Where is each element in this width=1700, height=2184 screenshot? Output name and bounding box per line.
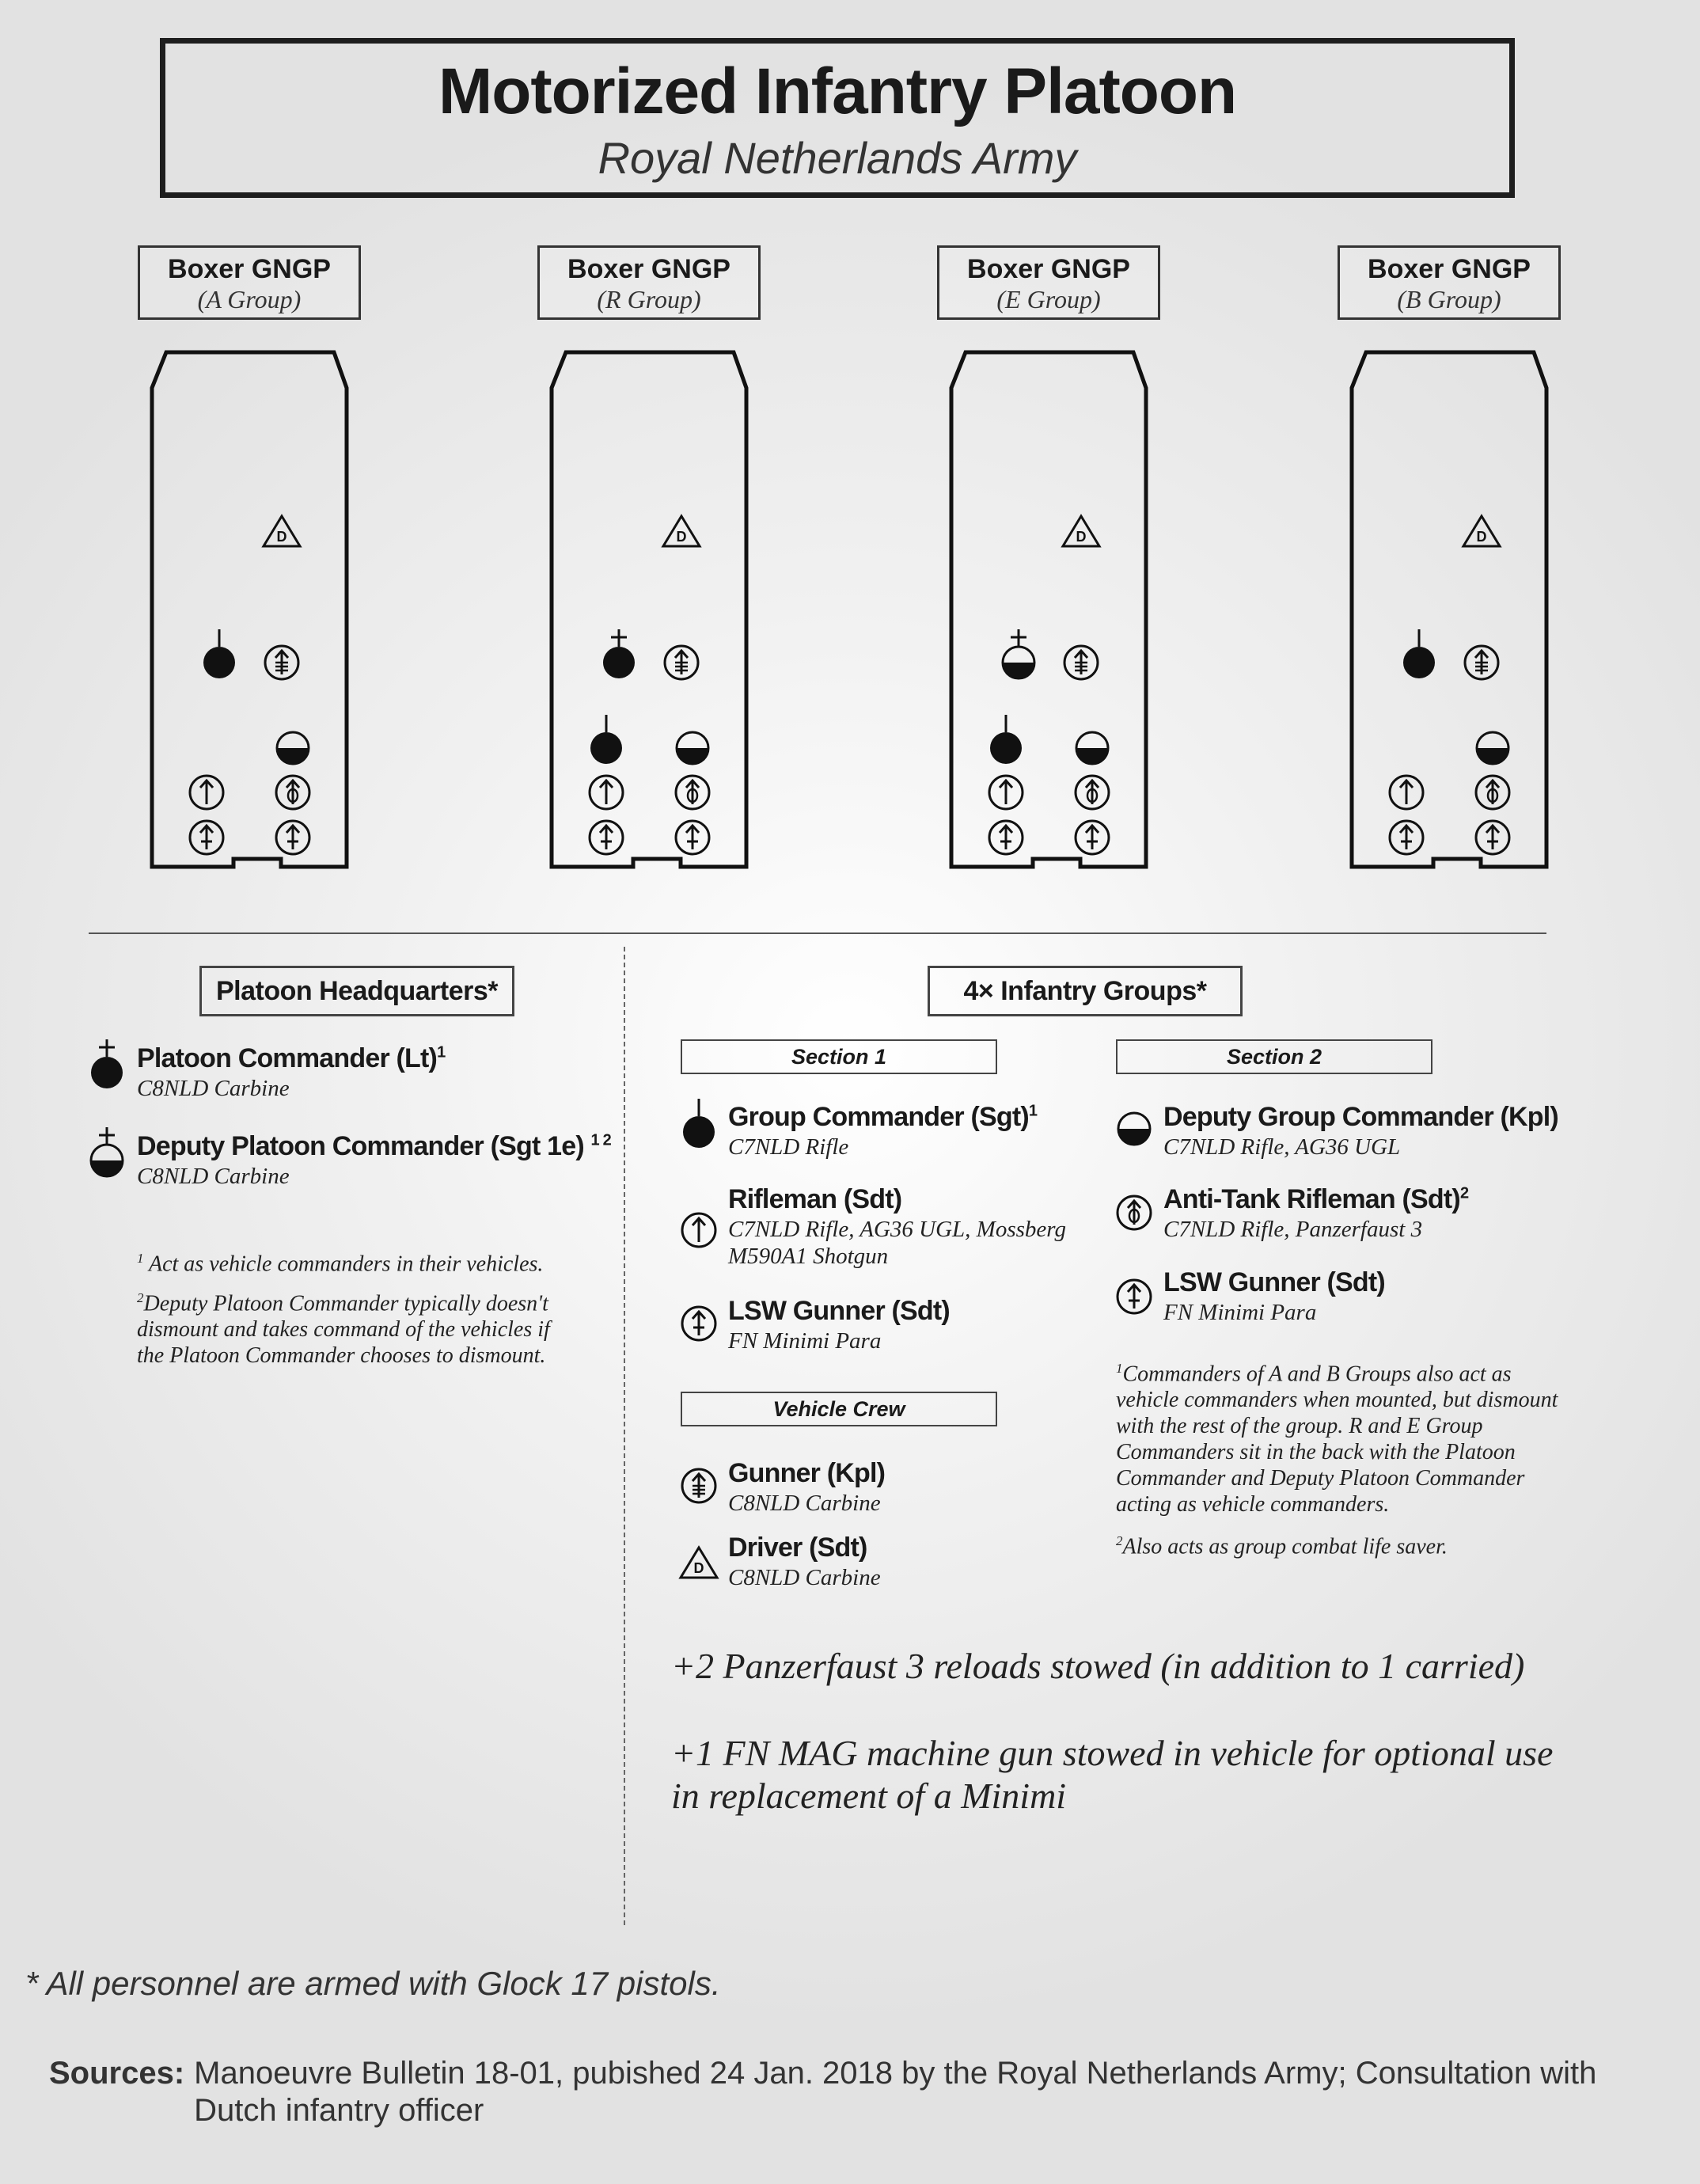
hq-note-1 — [137, 1245, 580, 1277]
vehicle-label-e — [937, 245, 1160, 320]
vehicle-crew-label: Vehicle Crew — [681, 1392, 997, 1426]
deputy-platoon-commander-icon — [85, 1121, 130, 1181]
role-armament: C8NLD Carbine — [137, 1076, 290, 1101]
role-sup: 1 2 — [590, 1131, 611, 1149]
vehicle-label-r — [537, 245, 761, 320]
vehicle-outline — [1352, 352, 1546, 867]
vehicle-label-b — [1338, 245, 1561, 320]
vehicle-e — [951, 352, 1146, 867]
lsw-gunner-icon — [677, 1302, 722, 1346]
vehicle-outline — [951, 352, 1146, 867]
section-1-label: Section 1 — [681, 1039, 997, 1074]
role-name: Gunner (Kpl) — [728, 1458, 886, 1488]
driver-icon — [1463, 516, 1500, 546]
deputy-platoon-commander-icon — [1003, 629, 1034, 678]
note-sup: 1 — [137, 1251, 144, 1266]
driver-glyph: D — [1076, 529, 1087, 545]
role-sup: 1 — [437, 1043, 446, 1062]
vehicle-group: (R Group) — [597, 285, 701, 313]
lsw-gunner-icon — [276, 821, 309, 854]
role-name: Rifleman (Sdt) — [728, 1184, 902, 1214]
group-commander-icon — [590, 715, 622, 764]
anti-tank-rifleman-icon — [1476, 776, 1509, 809]
lsw-gunner-icon — [676, 821, 709, 854]
vehicle-outline — [152, 352, 347, 867]
section-2-label: Section 2 — [1116, 1039, 1432, 1074]
role-deputy-group-commander — [1163, 1102, 1558, 1133]
role-name: Deputy Group Commander (Kpl) — [1163, 1102, 1558, 1132]
role-deputy-platoon-commander — [137, 1131, 611, 1162]
role-armament: C7NLD Rifle, Panzerfaust 3 — [1163, 1217, 1423, 1242]
lsw-gunner-icon — [1113, 1275, 1157, 1320]
vehicle-b — [1352, 352, 1546, 867]
anti-tank-rifleman-icon — [1076, 776, 1109, 809]
driver-glyph: D — [1476, 529, 1487, 545]
driver-icon — [264, 516, 300, 546]
note-text: Commanders of A and B Groups also act as vehicle commanders when mounted, but dismount with the rest of the group. R and E Group Commanders sit in the back with the Platoon Commander and Deputy Platoon Commander acting as vehicle commanders. — [1116, 1362, 1558, 1517]
gunner-icon — [665, 646, 698, 679]
pistol-footnote: * All personnel are armed with Glock 17 pistols. — [25, 1965, 721, 2002]
groups-note-1 — [1116, 1355, 1559, 1517]
role-armament: FN Minimi Para — [1163, 1300, 1317, 1325]
gunner-icon — [677, 1464, 722, 1509]
group-commander-icon — [203, 629, 235, 678]
group-commander-icon — [1403, 629, 1435, 678]
gunner-icon — [265, 646, 298, 679]
note-sup: 2 — [137, 1290, 144, 1305]
rifleman-icon — [989, 776, 1023, 809]
driver-glyph: D — [276, 529, 287, 545]
anti-tank-rifleman-icon — [676, 776, 709, 809]
vehicle-a — [152, 352, 347, 867]
role-name: Platoon Commander (Lt) — [137, 1043, 438, 1073]
lsw-gunner-icon — [1476, 821, 1509, 854]
vehicle-r — [552, 352, 746, 867]
driver-icon — [677, 1540, 722, 1584]
vehicle-name: Boxer GNGP — [168, 254, 331, 284]
role-armament: C7NLD Rifle, AG36 UGL, Mossberg M590A1 Shotgun — [728, 1217, 1066, 1269]
role-armament: C8NLD Carbine — [728, 1565, 881, 1590]
rifleman-icon — [190, 776, 223, 809]
role-armament: C7NLD Rifle — [728, 1134, 849, 1160]
vehicle-diagrams — [0, 340, 1700, 879]
lsw-gunner-icon — [1076, 821, 1109, 854]
horizontal-divider — [89, 932, 1546, 934]
group-commander-icon — [990, 715, 1022, 764]
role-anti-tank-rifleman — [1163, 1184, 1468, 1215]
rifleman-icon — [590, 776, 623, 809]
hq-heading: Platoon Headquarters* — [199, 966, 514, 1016]
page-title: Motorized Infantry Platoon — [438, 55, 1237, 127]
page-subtitle: Royal Netherlands Army — [598, 133, 1077, 183]
vehicle-label-a — [138, 245, 361, 320]
driver-icon — [1063, 516, 1099, 546]
platoon-commander-icon — [85, 1033, 130, 1093]
vehicle-outline — [552, 352, 746, 867]
role-lsw-gunner — [1163, 1267, 1385, 1298]
sources-label: Sources: — [49, 2056, 185, 2091]
vehicle-name: Boxer GNGP — [967, 254, 1130, 284]
note-text: Act as vehicle commanders in their vehicles. — [149, 1252, 544, 1277]
vehicle-group: (E Group) — [996, 285, 1101, 313]
role-name: Anti-Tank Rifleman (Sdt) — [1163, 1184, 1460, 1214]
role-armament: C8NLD Carbine — [728, 1491, 881, 1516]
lsw-gunner-icon — [1390, 821, 1423, 854]
deputy-group-commander-icon — [277, 732, 309, 764]
driver-icon — [663, 516, 700, 546]
group-commander-icon — [677, 1092, 722, 1153]
groups-note-2 — [1116, 1528, 1559, 1559]
vertical-divider — [624, 947, 625, 1925]
sources — [49, 2055, 1664, 2129]
vehicle-name: Boxer GNGP — [567, 254, 730, 284]
lsw-gunner-icon — [190, 821, 223, 854]
anti-tank-rifleman-icon — [1113, 1191, 1157, 1236]
gunner-icon — [1465, 646, 1498, 679]
role-sup: 1 — [1028, 1102, 1038, 1120]
note-text: Deputy Platoon Commander typically doesn't dismount and takes command of the vehicles if the Platoon Commander chooses to dismount. — [137, 1291, 550, 1369]
rifleman-icon — [1390, 776, 1423, 809]
role-name: LSW Gunner (Sdt) — [1163, 1267, 1385, 1297]
note-sup: 1 — [1116, 1361, 1123, 1376]
lsw-gunner-icon — [590, 821, 623, 854]
rifleman-icon — [677, 1209, 722, 1253]
anti-tank-rifleman-icon — [276, 776, 309, 809]
role-armament: C7NLD Rifle, AG36 UGL — [1163, 1134, 1401, 1160]
groups-heading: 4× Infantry Groups* — [928, 966, 1243, 1016]
role-armament: FN Minimi Para — [728, 1328, 882, 1354]
note-text: Also acts as group combat life saver. — [1122, 1534, 1448, 1559]
deputy-group-commander-icon — [1477, 732, 1508, 764]
role-name: Group Commander (Sgt) — [728, 1102, 1029, 1132]
sources-text: Manoeuvre Bulletin 18-01, pubished 24 Jan. 2018 by the Royal Netherlands Army; Consultation with Dutch infantry officer — [194, 2056, 1597, 2128]
vehicle-group: (B Group) — [1397, 285, 1501, 313]
role-name: Driver (Sdt) — [728, 1533, 867, 1563]
role-rifleman — [728, 1184, 901, 1215]
role-sup: 2 — [1459, 1184, 1469, 1202]
deputy-group-commander-icon — [1113, 1107, 1157, 1152]
role-platoon-commander — [137, 1043, 445, 1074]
title-box — [160, 38, 1515, 198]
platoon-commander-icon — [603, 629, 635, 678]
role-driver — [728, 1533, 867, 1563]
hq-note-2 — [137, 1285, 580, 1369]
deputy-group-commander-icon — [677, 732, 708, 764]
role-armament: C8NLD Carbine — [137, 1164, 290, 1189]
gunner-icon — [1064, 646, 1098, 679]
stowed-item-panzerfaust: +2 Panzerfaust 3 reloads stowed (in addition to 1 carried) — [671, 1646, 1525, 1686]
vehicle-group: (A Group) — [197, 285, 302, 313]
role-lsw-gunner — [728, 1296, 950, 1327]
role-gunner — [728, 1458, 885, 1489]
lsw-gunner-icon — [989, 821, 1023, 854]
role-group-commander — [728, 1102, 1037, 1133]
note-sup: 2 — [1116, 1533, 1123, 1548]
role-name: Deputy Platoon Commander (Sgt 1e) — [137, 1131, 584, 1161]
role-name: LSW Gunner (Sdt) — [728, 1296, 950, 1326]
stowed-item-fn-mag: +1 FN MAG machine gun stowed in vehicle for optional use in replacement of a Minimi — [671, 1733, 1554, 1816]
deputy-group-commander-icon — [1076, 732, 1108, 764]
driver-glyph: D — [676, 529, 687, 545]
vehicle-name: Boxer GNGP — [1368, 254, 1531, 284]
driver-glyph: D — [693, 1560, 704, 1576]
